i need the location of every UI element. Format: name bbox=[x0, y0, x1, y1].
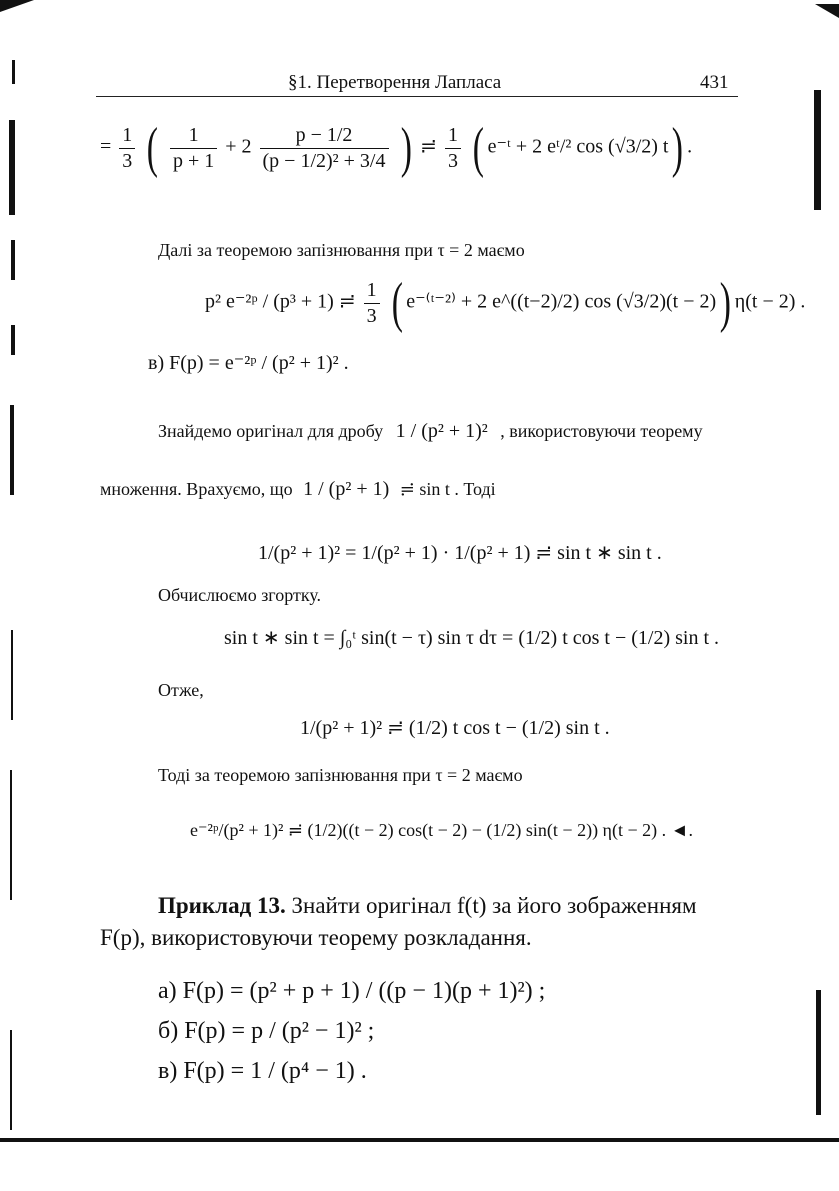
margin-mark-1 bbox=[12, 60, 15, 84]
convolution-intro: Обчислюємо згортку. bbox=[158, 585, 322, 605]
example-title: Приклад 13. Знайти оригінал f(t) за його зображенням bbox=[158, 893, 697, 918]
example-part-a: а) F(p) = (p² + p + 1) / ((p − 1)(p + 1)²) ; bbox=[158, 978, 546, 1004]
page-number: 431 bbox=[700, 72, 729, 93]
shift-theorem-intro-2: Тоді за теоремою запізнювання при τ = 2 маємо bbox=[158, 765, 523, 785]
margin-mark-4 bbox=[11, 325, 15, 355]
margin-mark-5 bbox=[10, 405, 14, 495]
product-formula: 1/(p² + 1)² = 1/(p² + 1) · 1/(p² + 1) ≓ sin t ∗ sin t . bbox=[258, 542, 662, 564]
margin-mark-right-1 bbox=[814, 90, 821, 210]
example-title-continued: F(p), використовуючи теорему розкладання. bbox=[100, 925, 532, 950]
margin-mark-right-2 bbox=[816, 990, 821, 1115]
margin-mark-2 bbox=[9, 120, 15, 215]
shift-theorem-intro: Далі за теоремою запізнювання при τ = 2 маємо bbox=[158, 240, 525, 260]
margin-mark-8 bbox=[10, 1030, 12, 1130]
final-formula: e⁻²ᵖ/(p² + 1)² ≓ (1/2)((t − 2) cos(t − 2) − (1/2) sin(t − 2)) η(t − 2) . ◄. bbox=[190, 820, 693, 840]
corner-mark-left bbox=[0, 0, 34, 12]
margin-mark-7 bbox=[10, 770, 12, 900]
end-of-solution-mark: ◄. bbox=[670, 820, 693, 840]
header-rule bbox=[96, 96, 738, 97]
formula-part-b-result: = $\frac{1}{3}$ ( $\frac{1}{p + 1}$ + 2 $\frac{p - 1/2}{\text{(p − 1/2)² + 3/4}}$ ) ≓ $\frac{1}{3}$ ( e⁻ᵗ + 2 eᵗ/² cos (√3/2) t) . bbox=[100, 117, 693, 179]
margin-mark-3 bbox=[11, 240, 15, 280]
running-header: §1. Перетворення Лапласа bbox=[288, 72, 502, 93]
multiplication-text: множення. Врахуємо, що 1 / (p² + 1) ≓ sin t . Тоді bbox=[100, 478, 496, 500]
example-part-v: в) F(p) = 1 / (p⁴ − 1) . bbox=[158, 1058, 367, 1084]
example-part-b: б) F(p) = p / (p² − 1)² ; bbox=[158, 1018, 375, 1044]
part-v-formula: в) F(p) = e⁻²ᵖ / (p² + 1)² . bbox=[148, 352, 349, 374]
hence-formula: 1/(p² + 1)² ≓ (1/2) t cos t − (1/2) sin t . bbox=[300, 717, 610, 739]
bottom-edge bbox=[0, 1138, 839, 1142]
corner-mark-right bbox=[815, 4, 839, 18]
convolution-formula: sin t ∗ sin t = ∫₀ᵗ sin(t − τ) sin τ dτ = (1/2) t cos t − (1/2) sin t . bbox=[224, 627, 720, 649]
margin-mark-6 bbox=[11, 630, 13, 720]
shift-formula: p² e⁻²ᵖ / (p³ + 1) ≓ $\frac{1}{3}$ ( e⁻⁽ᵗ⁻²⁾ + 2 e^((t−2)/2) cos (√3/2)(t − 2)) η(t − 2) . bbox=[205, 272, 806, 334]
hence-text: Отже, bbox=[158, 680, 204, 700]
find-original-text: Знайдемо оригінал для дробу 1 / (p² + 1)² , використовуючи теорему bbox=[158, 420, 703, 442]
